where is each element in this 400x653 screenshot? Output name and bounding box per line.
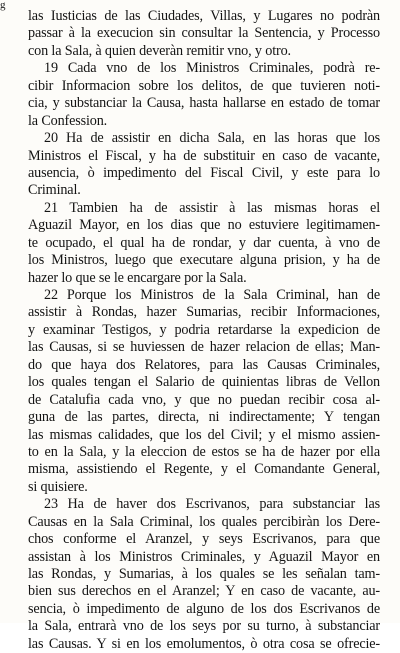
- paragraph-start-19: 19 Cada vno de los Ministros Criminales, podrà re-: [44, 60, 380, 77]
- text-line: las Rondas, y Sumarias, à los quales se les señalan tam-: [28, 566, 380, 582]
- text-line: con la Sala, à quien deveràn remitir vno, y otro.: [28, 42, 291, 59]
- text-line: la Confession.: [28, 112, 108, 129]
- text-line: los quales tengan el Salario de quinientas libras de Vellon: [28, 374, 380, 391]
- text-line: Ministros el Fiscal, y ha de substituir en caso de vacante,: [28, 147, 380, 164]
- text-line: cia, y substanciar la Causa, hasta hallarse en estado de tomar: [28, 95, 380, 112]
- paragraph-start-21: 21 Tambien ha de assistir à las mismas horas el: [44, 199, 380, 216]
- text-line: si quisiere.: [28, 478, 88, 495]
- text-line: chos conforme el Aranzel, y seys Escrivanos, para que: [28, 531, 380, 548]
- text-line: bien sus derechos en el Aranzel; Y en caso de vacante, au-: [28, 583, 380, 600]
- text-line: do que haya dos Relatores, para las Causas Criminales,: [28, 356, 380, 373]
- paragraph-start-22: 22 Porque los Ministros de la Sala Criminal, han de: [44, 287, 380, 303]
- text-line: Criminal.: [28, 182, 81, 199]
- text-line: la Sala, entrarà vno de los seys por su turno, à substanciar: [28, 618, 380, 635]
- text-line: te ocupado, el qual ha de rondar, y dar cuenta, à vno de: [28, 234, 380, 251]
- corner-mark: g: [0, 0, 6, 11]
- text-line: guna de las partes, directa, ni indirectamente; Y tengan: [28, 409, 380, 426]
- text-line: assistan à los Ministros Criminales, y Aguazil Mayor en: [28, 548, 380, 565]
- text-line: Causas en la Sala Criminal, los quales percibiràn los Dere-: [28, 513, 380, 530]
- text-line: Aguazil Mayor, en los dias que no estuviere legitimamen-: [28, 217, 380, 234]
- text-line: las Causas. Y si en los emolumentos, ò otra cosa se ofrecie-: [28, 635, 380, 652]
- text-line: misma, assistiendo el Regente, y el Comandante General,: [28, 461, 380, 478]
- text-line: de Catalufia cada vno, y que no puedan recibir cosa al-: [28, 391, 380, 408]
- paragraph-start-20: 20 Ha de assistir en dicha Sala, en las horas que los: [44, 130, 380, 147]
- text-line: to en la Sala, y la eleccion de estos se ha de hazer por ella: [28, 443, 380, 460]
- text-line: passar à la execucion sin consultar la Sentencia, y Processo: [28, 25, 380, 42]
- text-line: sencia, ò impedimento de alguno de los dos Escrivanos de: [28, 600, 380, 617]
- text-line: las Causas, si se huviessen de hazer relacion de ellas; Man-: [28, 339, 380, 356]
- text-line: las Iusticias de las Ciudades, Villas, y Lugares no podràn: [28, 8, 380, 24]
- text-line: assistir à Rondas, hazer Sumarias, recibir Informaciones,: [28, 304, 380, 321]
- text-line: las mismas calidades, que los del Civil; y el mismo assien-: [28, 426, 380, 443]
- text-line: hazer lo que se le encargare por la Sala.: [28, 269, 247, 286]
- text-line: cibir Informacion sobre los delitos, de que tuvieren noti-: [28, 77, 380, 94]
- text-line: y examinar Testigos, y podria retardarse la expedicion de: [28, 321, 380, 338]
- text-line: ausencia, ò impedimento del Fiscal Civil, y este para lo: [28, 164, 380, 181]
- paragraph-start-23: 23 Ha de haver dos Escrivanos, para substanciar las: [44, 496, 380, 513]
- text-line: los Ministros, luego que executare alguna prision, y ha de: [28, 252, 380, 269]
- body-text: [28, 8, 380, 653]
